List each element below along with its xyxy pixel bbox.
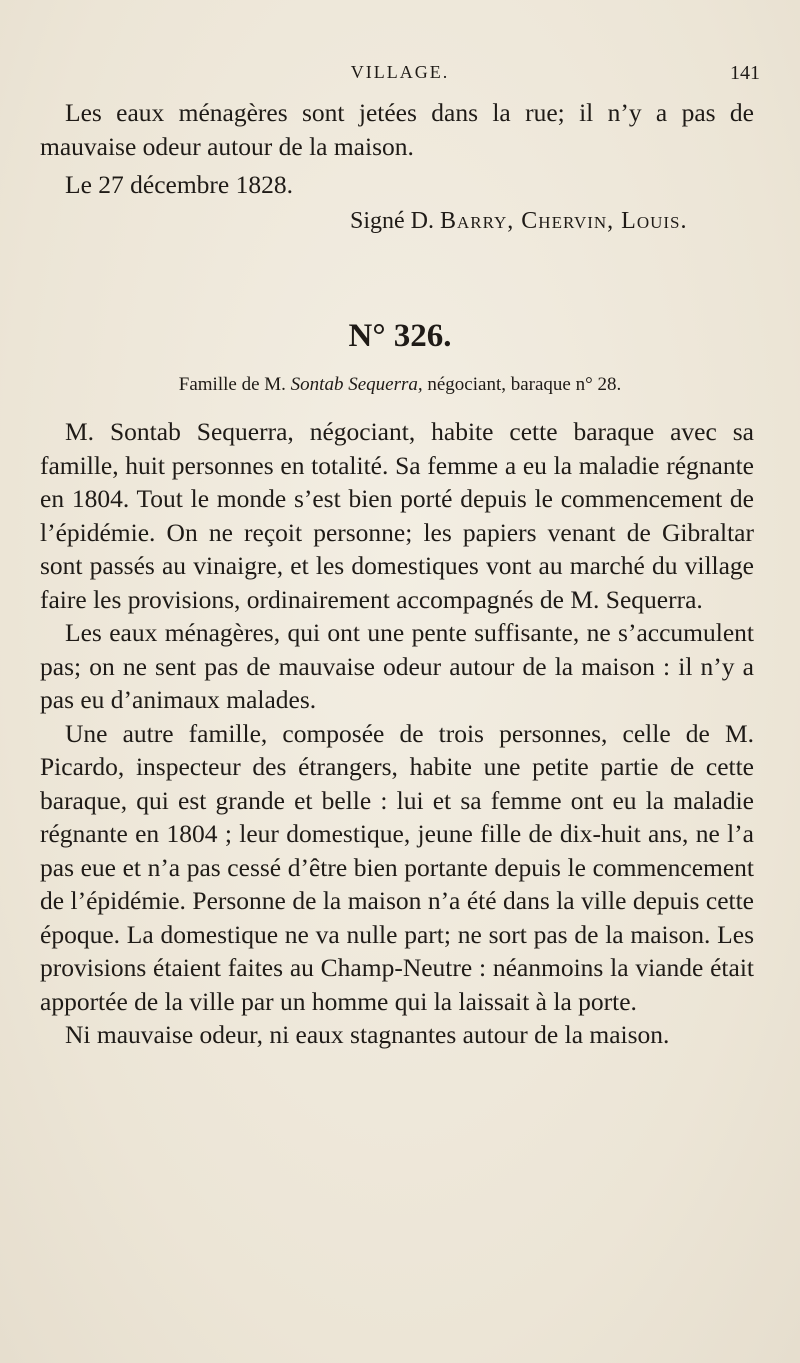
page-number: 141 [730, 62, 760, 84]
body-paragraph: Ni mauvaise odeur, ni eaux stagnantes autour de la maison. [65, 1020, 670, 1049]
signature-line [350, 208, 688, 235]
signature-names: Barry, Chervin, Louis. [440, 208, 688, 234]
date-line: Le 27 décembre 1828. [65, 170, 293, 199]
subtitle-prefix: Famille de M. [178, 374, 291, 395]
subtitle-suffix: négociant, baraque n° 28. [422, 374, 622, 395]
running-title: VILLAGE. [350, 62, 450, 82]
body-paragraph: Les eaux ménagères, qui ont une pente suffisante, ne s’accumulent pas; on ne sent pas de mauvaise odeur autour de la maison : il n’y a pas eu d’animaux malades. [40, 618, 754, 714]
entry-number-heading: N° 326. [348, 318, 452, 354]
intro-paragraph: Les eaux ménagères sont jetées dans la rue; il n’y a pas de mauvaise odeur autour de la maison. [40, 98, 754, 161]
subtitle-name: Sontab Sequerra, [290, 374, 423, 395]
intro-text [40, 96, 754, 163]
entry-subtitle [40, 374, 760, 396]
entry-body [40, 415, 754, 1052]
body-paragraph: Une autre famille, composée de trois personnes, celle de M. Picardo, inspecteur des étrangers, habite une petite partie de cette baraque, qui est grande et belle : lui et sa femme ont eu la maladie régnante en 1804 ; leur domestique, jeune fille de dix-huit ans, ne l’a pas eue et n’a pas cessé d’être bien portante depuis le commencement de l’épidémie. Personne de la maison n’a été dans la ville depuis cette époque. La domestique ne va nulle part; ne sort pas de la maison. Les provisions étaient faites au Champ-Neutre : néanmoins la viande était apportée de la ville par un homme qui la laissait à la porte. [40, 718, 754, 1016]
body-paragraph: M. Sontab Sequerra, négociant, habite cette baraque avec sa famille, huit personnes en totalité. Sa femme a eu la maladie régnante en 1804. Tout le monde s’est bien porté depuis le commencement de l’épidémie. On ne reçoit personne; les papiers venant de Gibraltar sont passés au vinaigre, et les domestiques vont au marché du village faire les provisions, ordinairement accompagnés de M. Sequerra. [40, 417, 754, 614]
signature-prefix: Signé D. [350, 208, 440, 234]
running-head [40, 62, 760, 88]
